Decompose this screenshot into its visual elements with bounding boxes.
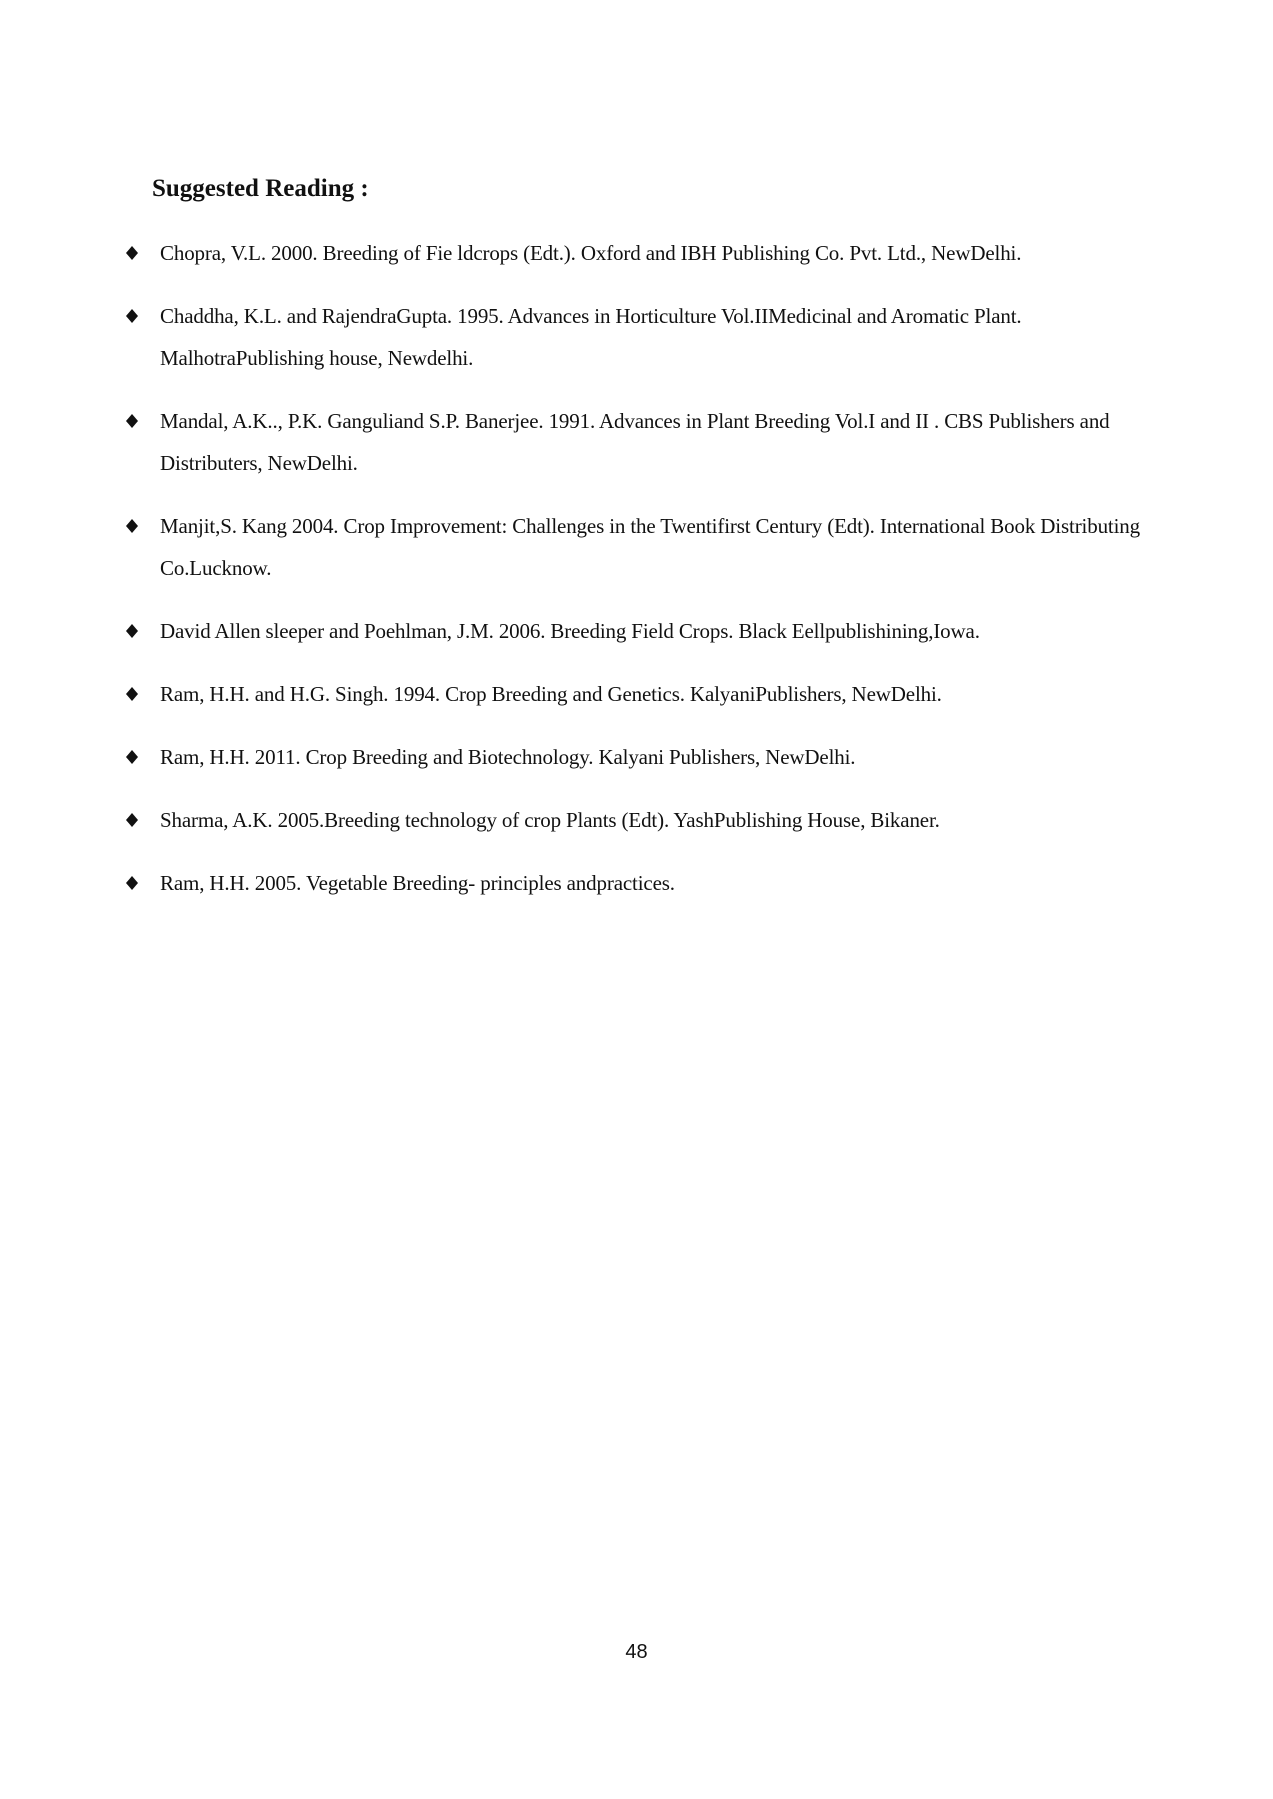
- reference-text: Manjit,S. Kang 2004. Crop Improvement: Challenges in the Twentifirst Century (Edt). International Book Distributing Co.Lucknow.: [160, 514, 1140, 580]
- reference-item: [122, 799, 1162, 841]
- reference-item: [122, 736, 1162, 778]
- diamond-bullet-icon: [125, 799, 139, 841]
- reference-list: [122, 232, 1162, 925]
- page-number: 48: [625, 1641, 648, 1663]
- reference-text: Ram, H.H. 2005. Vegetable Breeding- principles andpractices.: [160, 871, 675, 895]
- reference-item: [122, 295, 1162, 379]
- reference-text: Ram, H.H. and H.G. Singh. 1994. Crop Breeding and Genetics. KalyaniPublishers, NewDelhi.: [160, 682, 942, 706]
- diamond-bullet-icon: [125, 400, 139, 442]
- reference-item: [122, 400, 1162, 484]
- reference-item: [122, 505, 1162, 589]
- diamond-bullet-icon: [125, 232, 139, 274]
- diamond-bullet-icon: [125, 610, 139, 652]
- reference-text: Mandal, A.K.., P.K. Ganguliand S.P. Banerjee. 1991. Advances in Plant Breeding Vol.I and II . CBS Publishers and Distributers, NewDelhi.: [160, 409, 1110, 475]
- diamond-bullet-icon: [125, 673, 139, 715]
- diamond-bullet-icon: [125, 505, 139, 547]
- section-heading: Suggested Reading :: [152, 175, 369, 202]
- reference-text: Ram, H.H. 2011. Crop Breeding and Biotechnology. Kalyani Publishers, NewDelhi.: [160, 745, 856, 769]
- reference-item: [122, 232, 1162, 274]
- reference-text: Chaddha, K.L. and RajendraGupta. 1995. Advances in Horticulture Vol.IIMedicinal and Aromatic Plant. MalhotraPublishing house, Newdelhi.: [160, 304, 1022, 370]
- reference-text: Sharma, A.K. 2005.Breeding technology of crop Plants (Edt). YashPublishing House, Bikaner.: [160, 808, 940, 832]
- diamond-bullet-icon: [125, 862, 139, 904]
- reference-text: Chopra, V.L. 2000. Breeding of Fie ldcrops (Edt.). Oxford and IBH Publishing Co. Pvt. Ltd., NewDelhi.: [160, 241, 1022, 265]
- reference-item: [122, 673, 1162, 715]
- reference-text: David Allen sleeper and Poehlman, J.M. 2006. Breeding Field Crops. Black Eellpublishining,Iowa.: [160, 619, 980, 643]
- diamond-bullet-icon: [125, 295, 139, 337]
- reference-item: [122, 610, 1162, 652]
- diamond-bullet-icon: [125, 736, 139, 778]
- reference-item: [122, 862, 1162, 904]
